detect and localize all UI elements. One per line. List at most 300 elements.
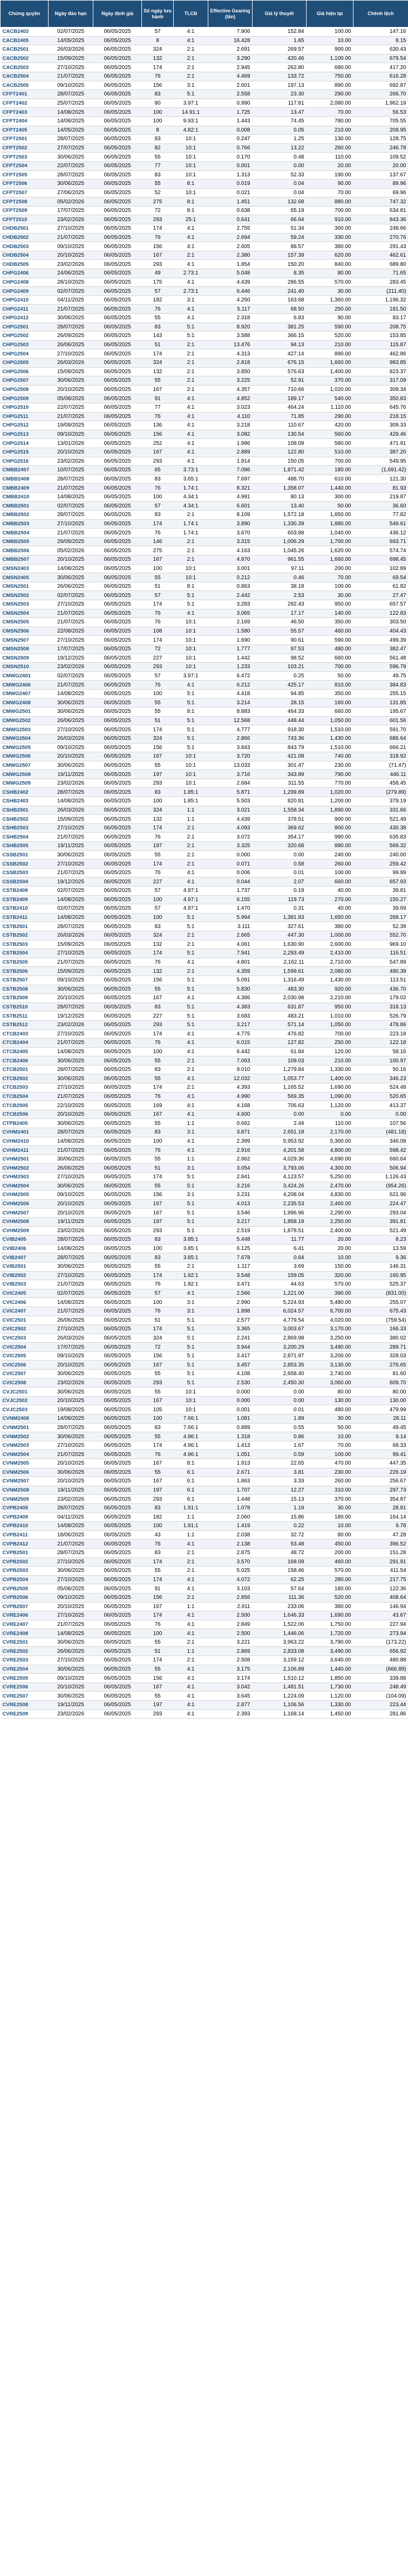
cell-warrant-code: CSTB2509 [1,994,49,1003]
table-row [1,206,408,215]
cell-warrant-code: CFPT2402 [1,99,49,108]
cell-maturity-date: 23/02/2026 [49,215,93,224]
cell-effective-gearing: 12.032 [208,1074,253,1083]
cell-valuation-date: 06/05/2025 [93,1289,142,1298]
cell-current-price: 1,040.00 [307,528,353,538]
cell-effective-gearing: 3.588 [208,332,253,341]
cell-maturity-date: 19/12/2025 [49,1012,93,1021]
cell-effective-gearing: 2.877 [208,1701,253,1710]
cell-days-outstanding: 83 [142,1128,174,1137]
cell-days-outstanding: 82 [142,143,174,153]
cell-current-price: 30.00 [307,287,353,296]
cell-maturity-date: 27/07/2025 [49,143,93,153]
cell-effective-gearing: 4.439 [208,278,253,287]
cell-warrant-code: CHDB2504 [1,251,49,260]
cell-difference: 0.00 [353,1110,408,1119]
cell-difference: 293.04 [353,1208,408,1218]
cell-valuation-date: 06/05/2025 [93,99,142,108]
cell-effective-gearing: 1.078 [208,1503,253,1513]
cell-warrant-code: CMSN2503 [1,600,49,609]
cell-conversion-ratio: 10:1 [174,170,208,180]
cell-conversion-ratio: 1.92:1 [174,1271,208,1280]
cell-days-outstanding: 182 [142,1513,174,1522]
cell-current-price: 130.00 [307,135,353,144]
cell-theoretical-price: 3.33 [253,1477,307,1486]
cell-days-outstanding: 91 [142,1584,174,1593]
cell-difference: 39.69 [353,904,408,913]
cell-days-outstanding: 57 [142,1289,174,1298]
cell-warrant-code: CVPB2505 [1,1584,49,1593]
cell-conversion-ratio: 4.97:1 [174,887,208,896]
cell-conversion-ratio: 4:1 [174,1110,208,1119]
cell-theoretical-price: 2,871.97 [253,1351,307,1361]
cell-effective-gearing: 3.283 [208,600,253,609]
cell-maturity-date: 19/11/2025 [49,1217,93,1226]
cell-difference: 382.47 [353,644,408,654]
cell-difference: 146.31 [353,1262,408,1271]
cell-maturity-date: 21/07/2025 [49,1307,93,1316]
cell-warrant-code: CMBB2505 [1,537,49,546]
cell-warrant-code: CSHB2503 [1,823,49,833]
table-row [1,349,408,359]
cell-current-price: 180.00 [307,1513,353,1522]
cell-current-price: 10.00 [307,1432,353,1441]
cell-current-price: 520.00 [307,1593,353,1602]
cell-current-price: 1,510.00 [307,725,353,734]
cell-conversion-ratio: 4:1 [174,278,208,287]
cell-days-outstanding: 143 [142,332,174,341]
cell-valuation-date: 06/05/2025 [93,1513,142,1522]
table-row [1,967,408,976]
cell-valuation-date: 06/05/2025 [93,1557,142,1567]
cell-days-outstanding: 83 [142,1503,174,1513]
cell-valuation-date: 06/05/2025 [93,555,142,565]
cell-current-price: 890.00 [307,842,353,851]
cell-current-price: 1,880.00 [307,519,353,528]
cell-effective-gearing: 5.871 [208,788,253,797]
cell-current-price: 260.00 [307,143,353,153]
cell-theoretical-price: 0.00 [253,850,307,860]
cell-warrant-code: CVPB2412 [1,1540,49,1549]
cell-warrant-code: CVRE2507 [1,1692,49,1701]
cell-maturity-date: 15/09/2025 [49,54,93,63]
cell-days-outstanding: 132 [142,367,174,376]
table-row [1,1468,408,1477]
cell-theoretical-price: 0.01 [253,868,307,877]
cell-theoretical-price: 286.55 [253,278,307,287]
cell-theoretical-price: 1,330.39 [253,519,307,528]
cell-valuation-date: 06/05/2025 [93,1065,142,1074]
cell-warrant-code: CACB2501 [1,45,49,54]
cell-effective-gearing: 2.691 [208,45,253,54]
cell-difference: 1,962.19 [353,99,408,108]
cell-current-price: 180.00 [307,466,353,475]
cell-difference: 521.49 [353,1226,408,1235]
cell-conversion-ratio: 2:1 [174,251,208,260]
cell-days-outstanding: 55 [142,1074,174,1083]
cell-valuation-date: 06/05/2025 [93,913,142,922]
cell-current-price: 3,130.00 [307,1361,353,1370]
cell-difference: 109.52 [353,153,408,162]
cell-valuation-date: 06/05/2025 [93,403,142,412]
table-row [1,367,408,376]
cell-maturity-date: 30/06/2025 [49,1074,93,1083]
cell-maturity-date: 26/06/2025 [49,340,93,349]
cell-valuation-date: 06/05/2025 [93,1012,142,1021]
cell-conversion-ratio: 3.73:1 [174,466,208,475]
cell-warrant-code: CMWG2504 [1,734,49,743]
cell-effective-gearing: 6.601 [208,502,253,511]
cell-valuation-date: 06/05/2025 [93,385,142,394]
cell-current-price: 1,400.00 [307,1074,353,1083]
cell-valuation-date: 06/05/2025 [93,1226,142,1235]
cell-difference: 69.54 [353,573,408,582]
cell-theoretical-price: 3,424.26 [253,1181,307,1191]
cell-conversion-ratio: 2:1 [174,833,208,842]
cell-conversion-ratio: 4:1 [174,994,208,1003]
cell-current-price: 210.00 [307,126,353,135]
cell-conversion-ratio: 2:1 [174,1548,208,1557]
cell-difference: 520.65 [353,1092,408,1101]
cell-theoretical-price: 262.80 [253,63,307,72]
cell-days-outstanding: 83 [142,135,174,144]
cell-effective-gearing: 6.155 [208,895,253,904]
cell-difference: 526.79 [353,1012,408,1021]
cell-days-outstanding: 174 [142,1083,174,1093]
table-row [1,1181,408,1191]
cell-theoretical-price: 2.44 [253,1119,307,1128]
cell-difference: 693.71 [353,537,408,546]
cell-maturity-date: 20/10/2025 [49,1477,93,1486]
cell-valuation-date: 06/05/2025 [93,743,142,752]
cell-current-price: 4,800.00 [307,1146,353,1155]
cell-difference: 83.17 [353,314,408,323]
cell-maturity-date: 21/07/2025 [49,1540,93,1549]
cell-effective-gearing: 2.694 [208,233,253,242]
table-row [1,430,408,439]
cell-days-outstanding: 52 [142,188,174,197]
cell-difference: 52.39 [353,922,408,931]
cell-maturity-date: 26/03/2026 [49,734,93,743]
cell-conversion-ratio: 2:1 [174,1262,208,1271]
cell-theoretical-price: 127.82 [253,1039,307,1048]
cell-days-outstanding: 57 [142,904,174,913]
table-row [1,305,408,314]
cell-effective-gearing: 3.054 [208,1164,253,1173]
cell-effective-gearing: 2.945 [208,63,253,72]
cell-current-price: 280.00 [307,1575,353,1584]
cell-days-outstanding: 76 [142,484,174,493]
cell-maturity-date: 14/08/2025 [49,1629,93,1638]
cell-effective-gearing: 2.399 [208,1137,253,1146]
table-row [1,322,408,332]
cell-conversion-ratio: 9.93:1 [174,116,208,126]
cell-difference: 9.36 [353,1253,408,1262]
cell-effective-gearing: 0.889 [208,1423,253,1432]
cell-valuation-date: 06/05/2025 [93,278,142,287]
cell-effective-gearing: 0.000 [208,850,253,860]
table-row [1,1334,408,1343]
cell-difference: 81.60 [353,1370,408,1379]
cell-valuation-date: 06/05/2025 [93,81,142,90]
cell-valuation-date: 06/05/2025 [93,1602,142,1611]
cell-conversion-ratio: 8:1 [174,1459,208,1468]
table-row [1,287,408,296]
cell-effective-gearing: 2.241 [208,1334,253,1343]
cell-warrant-code: CACB2503 [1,63,49,72]
cell-valuation-date: 06/05/2025 [93,296,142,305]
cell-days-outstanding: 55 [142,761,174,770]
cell-warrant-code: CMSN2510 [1,663,49,672]
cell-theoretical-price: 159.05 [253,1271,307,1280]
cell-theoretical-price: 447.30 [253,931,307,940]
cell-conversion-ratio: 2:1 [174,45,208,54]
cell-theoretical-price: 1,858.19 [253,1217,307,1226]
cell-effective-gearing: 3.683 [208,1012,253,1021]
cell-days-outstanding: 156 [142,1191,174,1200]
cell-effective-gearing: 4.386 [208,994,253,1003]
cell-difference: 380.02 [353,1334,408,1343]
cell-days-outstanding: 100 [142,1629,174,1638]
cell-days-outstanding: 252 [142,439,174,448]
cell-current-price: 100.00 [307,868,353,877]
table-row [1,1208,408,1218]
cell-effective-gearing: 4.777 [208,725,253,734]
cell-conversion-ratio: 3:1 [174,1164,208,1173]
cell-days-outstanding: 57 [142,591,174,600]
cell-difference: 621.96 [353,1191,408,1200]
table-row [1,752,408,761]
cell-conversion-ratio: 10:1 [174,644,208,654]
cell-maturity-date: 19/12/2025 [49,877,93,887]
cell-warrant-code: CMWG2507 [1,761,49,770]
cell-theoretical-price: 4,208.04 [253,1191,307,1200]
cell-valuation-date: 06/05/2025 [93,135,142,144]
cell-theoretical-price: 320.68 [253,842,307,851]
cell-warrant-code: CVIC2501 [1,1316,49,1325]
cell-effective-gearing: 3.231 [208,1191,253,1200]
table-row [1,296,408,305]
cell-theoretical-price: 150.20 [253,260,307,269]
cell-current-price: 770.00 [307,779,353,788]
cell-maturity-date: 30/06/2025 [49,1056,93,1066]
cell-warrant-code: CHPG2513 [1,430,49,439]
cell-conversion-ratio: 10:1 [174,161,208,170]
cell-effective-gearing: 4.469 [208,72,253,81]
cell-effective-gearing: 2.818 [208,358,253,367]
cell-valuation-date: 06/05/2025 [93,1495,142,1504]
table-row [1,1298,408,1307]
cell-effective-gearing: 1.898 [208,1307,253,1316]
cell-effective-gearing: 4.393 [208,1083,253,1093]
cell-theoretical-price: 1,279.84 [253,1065,307,1074]
cell-conversion-ratio: 1.74:1 [174,519,208,528]
cell-theoretical-price: 343.89 [253,770,307,779]
table-row [1,1012,408,1021]
cell-maturity-date: 30/06/2025 [49,1387,93,1397]
cell-current-price: 1,720.00 [307,1629,353,1638]
cell-days-outstanding: 83 [142,1235,174,1245]
cell-theoretical-price: 88.57 [253,242,307,251]
cell-current-price: 450.00 [307,1540,353,1549]
table-row [1,421,408,430]
cell-effective-gearing: 1.913 [208,1459,253,1468]
cell-difference: 227.94 [353,1620,408,1629]
cell-days-outstanding: 55 [142,1262,174,1271]
cell-effective-gearing: 2.755 [208,224,253,233]
cell-warrant-code: CMWG2503 [1,725,49,734]
table-row [1,1343,408,1352]
cell-effective-gearing: 3.221 [208,1638,253,1647]
cell-maturity-date: 27/10/2025 [49,949,93,958]
cell-maturity-date: 02/07/2025 [49,904,93,913]
cell-valuation-date: 06/05/2025 [93,332,142,341]
table-row [1,1271,408,1280]
cell-warrant-code: CMBB2408 [1,475,49,484]
cell-warrant-code: CHPG2516 [1,457,49,466]
table-row [1,528,408,538]
cell-conversion-ratio: 4.96:1 [174,1450,208,1459]
cell-theoretical-price: 133.72 [253,72,307,81]
table-row [1,1289,408,1298]
table-row [1,734,408,743]
cell-conversion-ratio: 4.34:1 [174,492,208,502]
cell-current-price: 1,440.00 [307,484,353,493]
cell-warrant-code: CHPG2412 [1,314,49,323]
cell-maturity-date: 23/02/2026 [49,457,93,466]
cell-theoretical-price: 0.19 [253,887,307,896]
cell-theoretical-price: 710.66 [253,385,307,394]
cell-current-price: 240.00 [307,850,353,860]
cell-current-price: 100.00 [307,28,353,37]
table-row [1,340,408,349]
cell-conversion-ratio: 4:1 [174,1146,208,1155]
cell-effective-gearing: 4.418 [208,689,253,698]
cell-effective-gearing: 2.665 [208,931,253,940]
cell-days-outstanding: 83 [142,1065,174,1074]
table-row [1,1503,408,1513]
cell-maturity-date: 21/07/2025 [49,1620,93,1629]
cell-maturity-date: 30/06/2025 [49,707,93,717]
cell-maturity-date: 22/10/2025 [49,1101,93,1110]
cell-theoretical-price: 0.00 [253,1110,307,1119]
cell-conversion-ratio: 2:1 [174,1593,208,1602]
cell-current-price: 2,400.00 [307,1226,353,1235]
cell-maturity-date: 21/07/2025 [49,233,93,242]
cell-difference: 115.87 [353,340,408,349]
cell-warrant-code: CMWG2408 [1,698,49,707]
cell-conversion-ratio: 2:1 [174,349,208,359]
cell-days-outstanding: 174 [142,1029,174,1039]
cell-current-price: 2,080.00 [307,967,353,976]
cell-current-price: 1,050.00 [307,1020,353,1029]
cell-difference: 217.75 [353,1575,408,1584]
cell-days-outstanding: 227 [142,1012,174,1021]
cell-theoretical-price: 327.61 [253,922,307,931]
cell-maturity-date: 26/03/2026 [49,358,93,367]
cell-maturity-date: 15/09/2025 [49,367,93,376]
table-row [1,788,408,797]
cell-current-price: 1,700.00 [307,537,353,546]
cell-days-outstanding: 51 [142,1164,174,1173]
cell-days-outstanding: 8 [142,36,174,45]
cell-difference: 328.03 [353,1351,408,1361]
cell-difference: 122.83 [353,609,408,618]
cell-current-price: 740.00 [307,752,353,761]
cell-theoretical-price: 3.81 [253,1468,307,1477]
cell-effective-gearing: 1.117 [208,1262,253,1271]
table-row [1,1074,408,1083]
cell-warrant-code: CVIC2507 [1,1370,49,1379]
cell-current-price: 1,850.00 [307,1674,353,1683]
cell-difference: 430.38 [353,823,408,833]
cell-days-outstanding: 174 [142,600,174,609]
table-row [1,170,408,180]
cell-maturity-date: 26/06/2025 [49,1647,93,1656]
table-row [1,161,408,170]
cell-difference: 99.99 [353,868,408,877]
cell-warrant-code: CVHM2501 [1,1155,49,1164]
cell-days-outstanding: 167 [142,555,174,565]
cell-effective-gearing: 4.775 [208,1029,253,1039]
cell-valuation-date: 06/05/2025 [93,466,142,475]
cell-warrant-code: CHPG2510 [1,403,49,412]
table-row [1,1647,408,1656]
cell-difference: 1,196.32 [353,296,408,305]
cell-difference: 291.91 [353,1557,408,1567]
cell-difference: 379.19 [353,797,408,806]
cell-warrant-code: CVRE2505 [1,1674,49,1683]
cell-valuation-date: 06/05/2025 [93,868,142,877]
cell-valuation-date: 06/05/2025 [93,1450,142,1459]
cell-days-outstanding: 51 [142,716,174,725]
cell-maturity-date: 21/07/2025 [49,868,93,877]
cell-warrant-code: CHPG2411 [1,305,49,314]
table-row [1,644,408,654]
cell-effective-gearing: 8.920 [208,322,253,332]
cell-effective-gearing: 2.500 [208,1629,253,1638]
cell-conversion-ratio: 10:1 [174,573,208,582]
cell-difference: 660.64 [353,1155,408,1164]
cell-valuation-date: 06/05/2025 [93,1101,142,1110]
cell-maturity-date: 04/11/2025 [49,296,93,305]
table-row [1,1423,408,1432]
cell-valuation-date: 06/05/2025 [93,126,142,135]
cell-valuation-date: 06/05/2025 [93,322,142,332]
cell-current-price: 10.00 [307,1522,353,1531]
cell-theoretical-price: 55.57 [253,627,307,636]
cell-maturity-date: 09/10/2025 [49,1191,93,1200]
cell-effective-gearing: 0.990 [208,99,253,108]
cell-difference: 413.37 [353,1101,408,1110]
cell-effective-gearing: 6.442 [208,1047,253,1056]
cell-valuation-date: 06/05/2025 [93,1665,142,1674]
cell-difference: 100.97 [353,1056,408,1066]
cell-conversion-ratio: 2:1 [174,1567,208,1576]
cell-current-price: 110.00 [307,1119,353,1128]
cell-current-price: 210.00 [307,340,353,349]
cell-effective-gearing: 6.212 [208,681,253,690]
cell-maturity-date: 30/06/2025 [49,1119,93,1128]
cell-conversion-ratio: 4:1 [174,448,208,457]
cell-maturity-date: 22/08/2025 [49,627,93,636]
cell-days-outstanding: 156 [142,1674,174,1683]
cell-valuation-date: 06/05/2025 [93,1620,142,1629]
table-row [1,99,408,108]
cell-days-outstanding: 169 [142,1101,174,1110]
cell-warrant-code: CVRE2508 [1,1701,49,1710]
cell-current-price: 3,640.00 [307,1656,353,1665]
